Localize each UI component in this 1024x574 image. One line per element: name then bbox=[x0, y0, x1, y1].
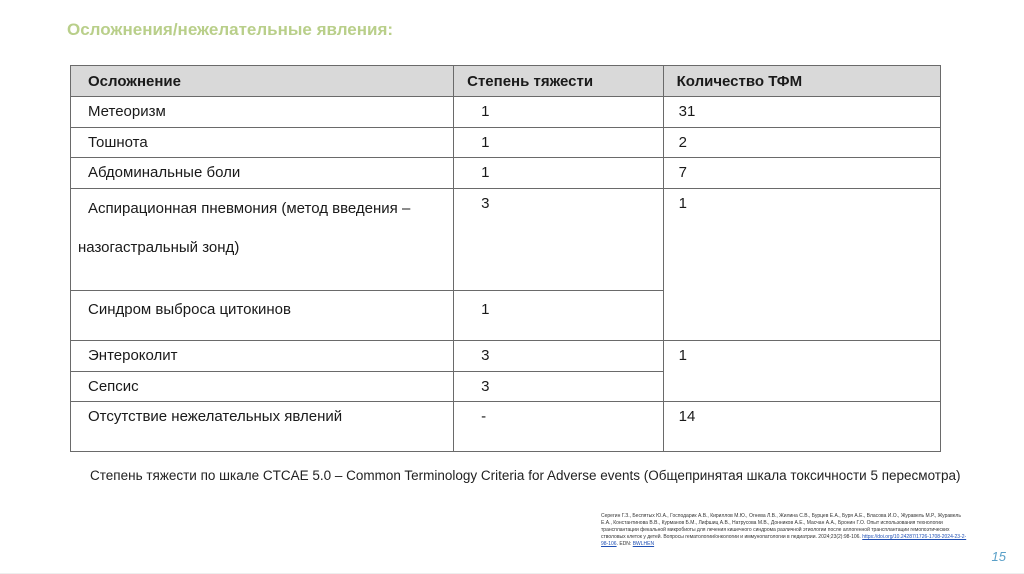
cell-count: 2 bbox=[678, 134, 687, 151]
table-header-row bbox=[71, 66, 941, 97]
table-row bbox=[71, 402, 941, 452]
edn-link[interactable]: BWLHEN bbox=[632, 541, 655, 547]
cell-count: 14 bbox=[678, 408, 696, 425]
cell-complication: Абдоминальные боли bbox=[88, 164, 241, 181]
cell-complication: Синдром выброса цитокинов bbox=[88, 301, 291, 318]
table-row bbox=[71, 189, 941, 291]
header-severity: Степень тяжести bbox=[454, 66, 664, 97]
cell-severity: - bbox=[481, 408, 487, 425]
table-row bbox=[71, 97, 941, 128]
cell-complication: Аспирационная пневмония (метод введения – назогастральный зонд) bbox=[78, 200, 411, 256]
cell-severity: 3 bbox=[481, 195, 490, 212]
cell-severity: 1 bbox=[481, 103, 490, 120]
cell-complication: Отсутствие нежелательных явлений bbox=[88, 408, 343, 425]
cell-complication: Сепсис bbox=[88, 378, 139, 395]
reference-citation: Серегин Г.З., Беспятых Ю.А., Господарик А.В., Кириллов М.Ю., Огнева Л.В., Жилина С.В., Бурцев Е.А., Буря А.Е., Власова И.О., Журавель М.Р., Журавель Е.А., Константинова В.В., Курманов Б.М., Лифшиц А.В., Натрусова М.В., Донников А.Е., Масчан А.А., Бронин Г.О. Опыт использования технологии трансплантации фекальной микробиоты для лечения кишечного синдрома различной этиологии после аллогенной трансплантации гемопоэтических стволовых клеток у детей. Вопросы гематологии/онкологии и иммунопатологии в педиатрии. 2024;23(2):98-106. https://doi.org/10.24287/1726-1708-2024-23-2-98-106. EDN: BWLHEN bbox=[601, 513, 967, 547]
cell-severity: 3 bbox=[481, 347, 490, 364]
cell-severity: 1 bbox=[481, 134, 490, 151]
cell-complication: Тошнота bbox=[88, 134, 148, 151]
cell-severity: 1 bbox=[481, 164, 490, 181]
cell-complication: Энтероколит bbox=[88, 347, 178, 364]
table-row bbox=[71, 158, 941, 189]
cell-complication: Метеоризм bbox=[88, 103, 166, 120]
cell-count: 7 bbox=[678, 164, 687, 181]
cell-severity: 1 bbox=[481, 301, 490, 318]
complications-table bbox=[70, 65, 941, 452]
severity-footnote: Степень тяжести по шкале CTCAE 5.0 – Common Terminology Criteria for Adverse events (Общепринятая шкала токсичности 5 пересмотра) bbox=[90, 468, 961, 483]
page-number: 15 bbox=[991, 549, 1006, 564]
doi-link[interactable]: https://doi.org/10.24287/1726-1708-2024-23-2-98-106 bbox=[601, 534, 967, 547]
cell-severity: 3 bbox=[481, 378, 490, 395]
cell-count: 31 bbox=[678, 103, 696, 120]
slide-title: Осложнения/нежелательные явления: bbox=[67, 20, 394, 39]
table-row bbox=[71, 128, 941, 158]
cell-count: 1 bbox=[678, 347, 687, 364]
table-row bbox=[71, 341, 941, 372]
header-complication: Осложнение bbox=[71, 66, 454, 97]
cell-count: 1 bbox=[678, 195, 687, 212]
header-count: Количество ТФМ bbox=[663, 66, 940, 97]
